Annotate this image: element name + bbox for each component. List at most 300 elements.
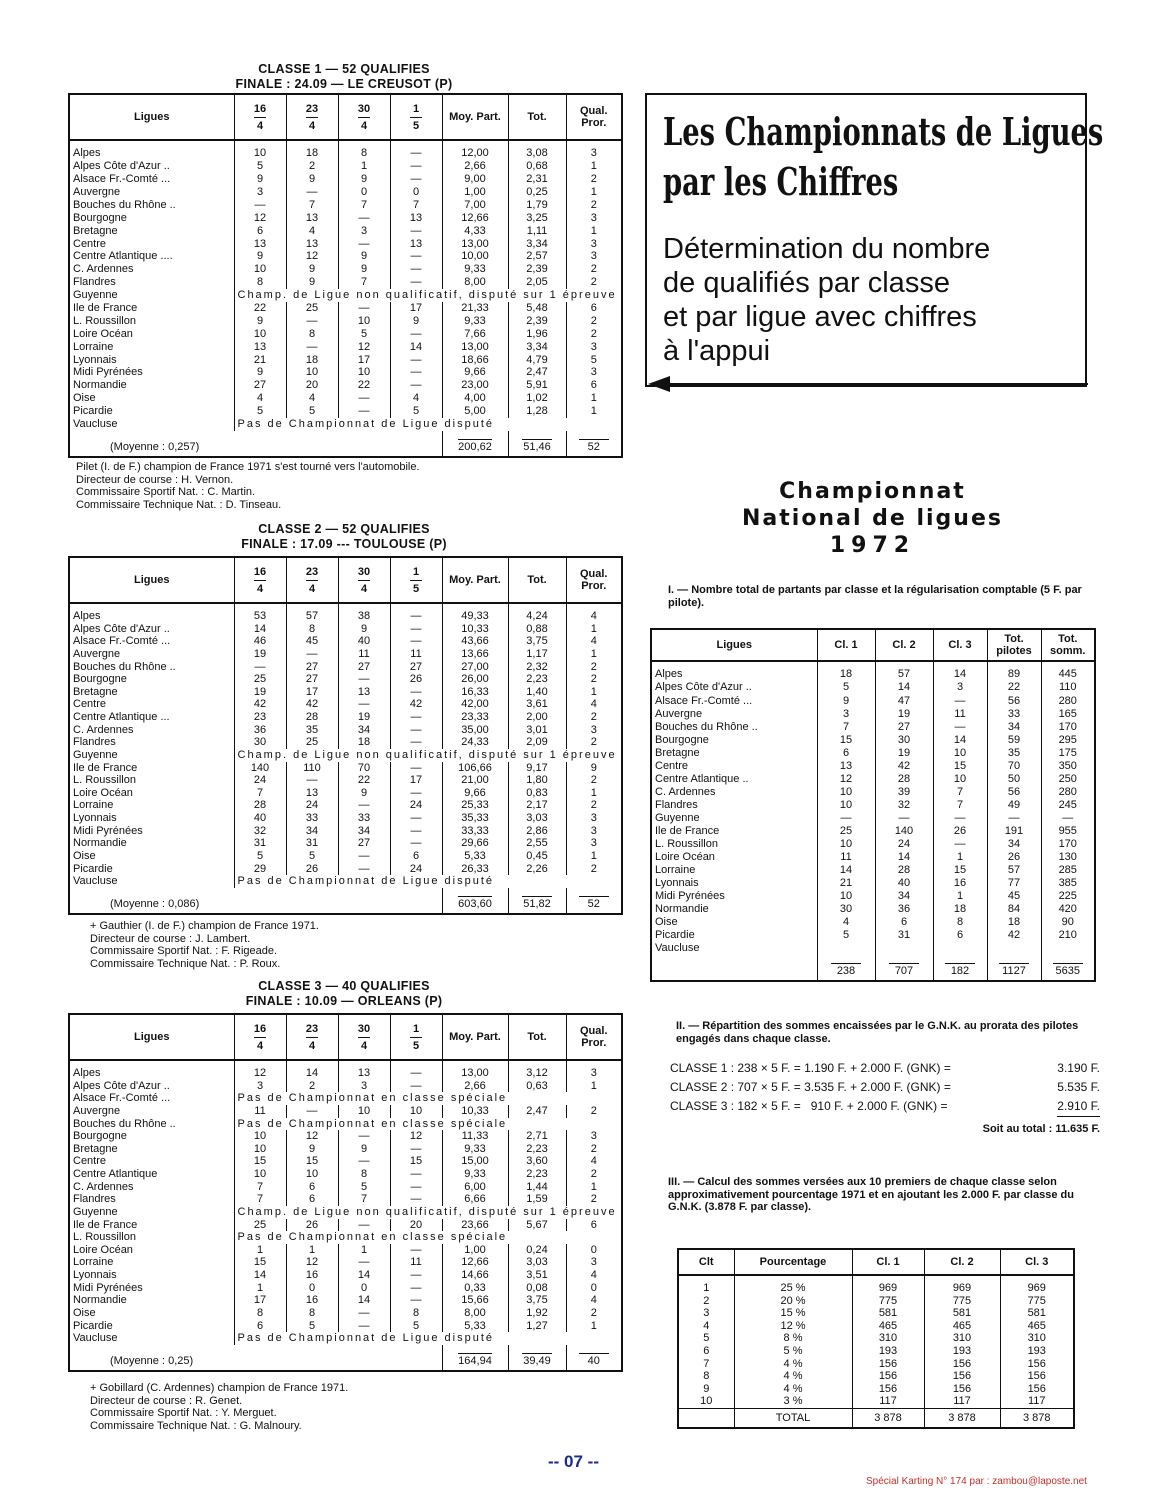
cell-value: 18,66 bbox=[442, 353, 508, 366]
cell-value: 9,17 bbox=[508, 762, 566, 775]
cell-value: 12,66 bbox=[442, 212, 508, 225]
ligue-name: Normandie bbox=[73, 1294, 127, 1307]
cell-value: 1 bbox=[933, 890, 987, 903]
table-row bbox=[678, 1332, 1074, 1345]
cell-value: 35 bbox=[987, 746, 1041, 759]
cell-value: 2,71 bbox=[508, 1130, 566, 1143]
calc-line bbox=[670, 1078, 1100, 1097]
cell-value: 9 bbox=[234, 315, 286, 328]
cell-value: 10,33 bbox=[442, 623, 508, 636]
cell-value: 0 bbox=[338, 1282, 390, 1295]
cell-value: 15 % bbox=[734, 1307, 852, 1320]
classe1-notes bbox=[76, 461, 420, 511]
cell-value: 23,33 bbox=[442, 711, 508, 724]
total-value: 707 bbox=[889, 963, 919, 977]
row-note: Champ. de Ligue non qualificatif, disputé sur 1 épreuve bbox=[234, 289, 622, 302]
ligue-name: Picardie bbox=[73, 1319, 113, 1332]
section1-header: Cl. 3 bbox=[933, 629, 987, 661]
cell-value: 2,00 bbox=[508, 711, 566, 724]
cell-value: 156 bbox=[852, 1370, 924, 1383]
cell-value: 4 bbox=[703, 1319, 710, 1332]
cell-value: 12 bbox=[817, 772, 875, 785]
cell-value: — bbox=[390, 225, 442, 238]
cell-value: 6 bbox=[875, 916, 933, 929]
table-row bbox=[69, 673, 622, 686]
cell-value: 19 bbox=[875, 707, 933, 720]
cell-value: 90 bbox=[1041, 916, 1095, 929]
cell-value: 3 bbox=[566, 140, 622, 160]
footer-tot-value: 51,46 bbox=[523, 441, 551, 453]
cell-value: 43,66 bbox=[442, 635, 508, 648]
table-row bbox=[69, 875, 622, 888]
cell-value: 955 bbox=[1041, 825, 1095, 838]
table-row bbox=[651, 864, 1095, 877]
cell-value: 20 % bbox=[734, 1295, 852, 1308]
cell-value: 7,66 bbox=[442, 328, 508, 341]
header-moy: Moy. Part. bbox=[442, 94, 508, 140]
fraction bbox=[306, 103, 318, 132]
cell-value: 6,66 bbox=[442, 1193, 508, 1206]
cell-value: 10 bbox=[817, 786, 875, 799]
table-row bbox=[651, 877, 1095, 890]
cell-value: 20 bbox=[390, 1219, 442, 1232]
cell-value: 2 bbox=[566, 1168, 622, 1181]
cell-value: — bbox=[338, 237, 390, 250]
calc-line bbox=[670, 1097, 1100, 1117]
cell-value: 45 bbox=[286, 635, 338, 648]
cell-value: 22 bbox=[234, 302, 286, 315]
cell-value: 89 bbox=[987, 661, 1041, 681]
cell-value: 3 bbox=[566, 837, 622, 850]
cell-value: — bbox=[390, 1060, 442, 1080]
cell-value: 445 bbox=[1041, 661, 1095, 681]
cell-value: — bbox=[338, 392, 390, 405]
cell-value: 7 bbox=[234, 787, 286, 800]
classe-table-grid bbox=[68, 1013, 623, 1372]
cell-value: 2 bbox=[566, 1307, 622, 1320]
ligue-name: Bouches du Rhône .. bbox=[73, 198, 176, 211]
total-row bbox=[678, 1408, 1074, 1428]
cell-value: 11 bbox=[234, 1105, 286, 1118]
cell-value: 3 bbox=[566, 341, 622, 354]
cell-value: 4 % bbox=[734, 1358, 852, 1371]
cell-value: 310 bbox=[852, 1332, 924, 1345]
table-row bbox=[651, 890, 1095, 903]
cell-value: 26 bbox=[390, 673, 442, 686]
footer-tot bbox=[508, 431, 566, 457]
cell-value: Flandres bbox=[655, 798, 698, 811]
cell-value: 1 bbox=[566, 225, 622, 238]
row-note: Pas de Championnat de Ligue disputé bbox=[234, 418, 622, 431]
cell-value: 3 bbox=[234, 186, 286, 199]
cell-value: 22 bbox=[338, 379, 390, 392]
cell-value: — bbox=[338, 850, 390, 863]
cell-value: — bbox=[390, 328, 442, 341]
cell-value: 4 bbox=[390, 392, 442, 405]
cell-value: 156 bbox=[852, 1383, 924, 1396]
table-row bbox=[678, 1320, 1074, 1333]
section1-header: Cl. 1 bbox=[817, 629, 875, 661]
calc-value: 5.535 F. bbox=[1057, 1080, 1100, 1094]
cell-value: 7 bbox=[338, 1193, 390, 1206]
cell-value: 7 bbox=[933, 799, 987, 812]
cell-value: 7 bbox=[234, 1193, 286, 1206]
arrow-left-icon bbox=[648, 374, 1090, 394]
table-row bbox=[69, 1118, 622, 1131]
fraction-top: 1 bbox=[412, 565, 420, 578]
cell-value: 1,00 bbox=[442, 1244, 508, 1257]
ligue-name: Guyenne bbox=[73, 748, 118, 761]
cell-value: — bbox=[286, 186, 338, 199]
table-row bbox=[69, 173, 622, 186]
fraction-bottom: 4 bbox=[360, 582, 368, 595]
cell-value: 1,17 bbox=[508, 648, 566, 661]
cell-value: 33 bbox=[286, 812, 338, 825]
cell-value: 40 bbox=[875, 877, 933, 890]
cell-value: 34 bbox=[875, 890, 933, 903]
cell-value: 2,47 bbox=[508, 1105, 566, 1118]
cell-value: 19 bbox=[234, 648, 286, 661]
table-row bbox=[69, 1320, 622, 1333]
cell-value: 15 bbox=[234, 1155, 286, 1168]
cell-value: 10 bbox=[338, 1105, 390, 1118]
cell-value: 969 bbox=[1000, 1275, 1074, 1295]
ligue-name: Alsace Fr.-Comté ... bbox=[73, 173, 171, 186]
table-row bbox=[69, 392, 622, 405]
cell-value: 26 bbox=[933, 825, 987, 838]
header-tot: Tot. bbox=[508, 557, 566, 603]
cell-value: L. Roussillon bbox=[655, 837, 718, 850]
table-row bbox=[69, 850, 622, 863]
cell-value: 24 bbox=[234, 774, 286, 787]
ligue-name: Centre Atlantique ... bbox=[73, 711, 170, 724]
header-fraction bbox=[390, 557, 442, 603]
ligue-name: Picardie bbox=[73, 862, 113, 875]
cell-value: 12 % bbox=[734, 1320, 852, 1333]
cell-value: 2,66 bbox=[442, 1080, 508, 1093]
cell-value: 225 bbox=[1041, 890, 1095, 903]
cell-value: 5 bbox=[234, 850, 286, 863]
footer-tot-value: 51,82 bbox=[523, 898, 551, 910]
table-row bbox=[69, 353, 622, 366]
cell-value: 18 bbox=[286, 140, 338, 160]
table-row bbox=[69, 302, 622, 315]
table-row bbox=[69, 812, 622, 825]
cell-value: 20 bbox=[286, 379, 338, 392]
cell-value: 35 bbox=[286, 724, 338, 737]
section1-header: Cl. 2 bbox=[875, 629, 933, 661]
cell-value: — bbox=[390, 736, 442, 749]
calc-label: CLASSE 3 : 182 × 5 F. = 910 F. + 2.000 F. (GNK) = bbox=[670, 1099, 948, 1113]
note-line: Commissaire Sportif Nat. : Y. Merguet. bbox=[90, 1407, 277, 1419]
cell-value: 16 bbox=[286, 1294, 338, 1307]
cell-value: — bbox=[817, 812, 875, 825]
cell-value: — bbox=[390, 635, 442, 648]
cell-value: 15,66 bbox=[442, 1294, 508, 1307]
cell-value: 5 bbox=[286, 1320, 338, 1333]
row-note: Pas de Championnat en classe spéciale bbox=[234, 1118, 622, 1131]
fraction-top: 23 bbox=[305, 1022, 319, 1035]
cell-value: 2 bbox=[566, 1105, 622, 1118]
cell-value: — bbox=[286, 648, 338, 661]
cell-value: 969 bbox=[852, 1275, 924, 1295]
cell-value: 2 bbox=[703, 1294, 710, 1307]
cell-value: 22 bbox=[338, 774, 390, 787]
cell-value: 2,39 bbox=[508, 315, 566, 328]
cell-value: Bouches du Rhône .. bbox=[655, 720, 758, 733]
moyenne-label: (Moyenne : 0,257) bbox=[110, 441, 200, 453]
cell-value: 3,25 bbox=[508, 212, 566, 225]
cell-value: 7 bbox=[234, 1181, 286, 1194]
cell-value: 21,00 bbox=[442, 774, 508, 787]
cell-value: — bbox=[390, 263, 442, 276]
cell-value: Loire Océan bbox=[655, 850, 715, 863]
cell-value: 7 bbox=[817, 720, 875, 733]
table-row bbox=[69, 250, 622, 263]
cell-value: — bbox=[390, 366, 442, 379]
cell-value: 0,33 bbox=[442, 1282, 508, 1295]
cell-value: 4 bbox=[286, 392, 338, 405]
cell-value: 42 bbox=[286, 698, 338, 711]
cell-value: 9 bbox=[286, 173, 338, 186]
cell-value: Auvergne bbox=[655, 707, 703, 720]
cell-value: 3,51 bbox=[508, 1269, 566, 1282]
cell-value: 26 bbox=[987, 851, 1041, 864]
header-ligues: Ligues bbox=[69, 557, 234, 603]
cell-value: 0,83 bbox=[508, 787, 566, 800]
cell-value: 13 bbox=[234, 237, 286, 250]
ligue-name: Loire Océan bbox=[73, 786, 133, 799]
cell-value: Picardie bbox=[655, 929, 695, 942]
cell-value: 0 bbox=[390, 186, 442, 199]
fraction-top: 23 bbox=[305, 102, 319, 115]
cell-value: 10 bbox=[234, 140, 286, 160]
cell-value: 11 bbox=[817, 851, 875, 864]
fraction bbox=[254, 1023, 266, 1052]
table-row bbox=[69, 1155, 622, 1168]
cell-value: — bbox=[933, 694, 987, 707]
table-row bbox=[651, 681, 1095, 694]
cell-value: 13,66 bbox=[442, 648, 508, 661]
cell-value: 2 bbox=[566, 1143, 622, 1156]
table-row bbox=[69, 1080, 622, 1093]
cell-value: 28 bbox=[234, 799, 286, 812]
cell-value: — bbox=[390, 1168, 442, 1181]
cell-value: 46 bbox=[234, 635, 286, 648]
cell-value: — bbox=[933, 838, 987, 851]
cell-value: 18 bbox=[286, 353, 338, 366]
cell-value: 1,80 bbox=[508, 774, 566, 787]
table-row bbox=[651, 825, 1095, 838]
note-line: + Gobillard (C. Ardennes) champion de France 1971. bbox=[90, 1382, 349, 1394]
cell-value: 9,00 bbox=[442, 173, 508, 186]
cell-value: 35,00 bbox=[442, 724, 508, 737]
cell-value: 10 bbox=[234, 328, 286, 341]
fraction-bottom: 4 bbox=[308, 119, 316, 132]
fraction bbox=[410, 1023, 422, 1052]
cell-value: 4,24 bbox=[508, 603, 566, 623]
cell-value: 6 bbox=[933, 929, 987, 942]
cell-value: 2 bbox=[566, 774, 622, 787]
cell-value: 13,00 bbox=[442, 341, 508, 354]
cell-value: 3,03 bbox=[508, 1256, 566, 1269]
cell-value: 34 bbox=[338, 825, 390, 838]
note-line: + Gauthier (I. de F.) champion de France 1971. bbox=[90, 920, 319, 932]
header-fraction bbox=[234, 557, 286, 603]
table-row bbox=[69, 1060, 622, 1080]
cell-value: 9,66 bbox=[442, 366, 508, 379]
cell-value: 4 bbox=[566, 698, 622, 711]
cell-value: 9,66 bbox=[442, 787, 508, 800]
ligue-name: Oise bbox=[73, 1306, 96, 1319]
cell-value: 2 bbox=[566, 673, 622, 686]
cell-value: 16,33 bbox=[442, 686, 508, 699]
fraction-bar bbox=[358, 1037, 370, 1038]
header-fraction bbox=[390, 1014, 442, 1060]
cell-value: — bbox=[390, 686, 442, 699]
table-row bbox=[69, 379, 622, 392]
cell-value: — bbox=[390, 1193, 442, 1206]
cell-value: 775 bbox=[1000, 1295, 1074, 1308]
cell-value: 24 bbox=[286, 799, 338, 812]
total-cell bbox=[651, 955, 817, 981]
cell-value: 14 bbox=[338, 1294, 390, 1307]
calc-label: CLASSE 1 : 238 × 5 F. = 1.190 F. + 2.000 F. (GNK) = bbox=[670, 1061, 951, 1075]
classe2-title: CLASSE 2 — 52 QUALIFIES FINALE : 17.09 --- TOULOUSE (P) bbox=[241, 522, 447, 551]
cell-value: 1 bbox=[566, 648, 622, 661]
cell-value: 9 bbox=[338, 173, 390, 186]
table-row bbox=[69, 263, 622, 276]
cell-value: 6 bbox=[817, 746, 875, 759]
ligue-name: Bourgogne bbox=[73, 673, 127, 686]
cell-value: 10 bbox=[234, 1168, 286, 1181]
cell-value: 2 bbox=[286, 1080, 338, 1093]
table-row bbox=[69, 160, 622, 173]
table-row bbox=[69, 276, 622, 289]
cell-value: — bbox=[933, 812, 987, 825]
cell-value: 45 bbox=[987, 890, 1041, 903]
cell-value: 36 bbox=[234, 724, 286, 737]
cell-value: 9 bbox=[338, 263, 390, 276]
cell-value: 3,12 bbox=[508, 1060, 566, 1080]
cell-value: — bbox=[338, 1155, 390, 1168]
cell-value: 22 bbox=[987, 681, 1041, 694]
cell-value: 2 bbox=[566, 173, 622, 186]
ligue-name: Bourgogne bbox=[73, 1130, 127, 1143]
cell-value: 9 bbox=[234, 366, 286, 379]
cell-value: 3 bbox=[566, 1256, 622, 1269]
total-cell: 3 878 bbox=[924, 1408, 1000, 1428]
cell-value: — bbox=[390, 173, 442, 186]
classe1-title: CLASSE 1 — 52 QUALIFIES FINALE : 24.09 — LE CREUSOT (P) bbox=[235, 62, 453, 91]
table-row bbox=[651, 694, 1095, 707]
cell-value: 27,00 bbox=[442, 661, 508, 674]
section1-table bbox=[650, 628, 1096, 982]
section1-header: Tot. somm. bbox=[1041, 629, 1095, 661]
cell-value: 130 bbox=[1041, 851, 1095, 864]
cell-value: 7 bbox=[933, 786, 987, 799]
cell-value: 12 bbox=[286, 250, 338, 263]
table-row bbox=[69, 366, 622, 379]
ligue-name: Alpes bbox=[73, 1067, 101, 1080]
row-note: Champ. de Ligue non qualificatif, disputé sur 1 épreuve bbox=[234, 749, 622, 762]
cell-value: 47 bbox=[875, 694, 933, 707]
cell-value: C. Ardennes bbox=[655, 785, 716, 798]
cell-value: 8 % bbox=[734, 1332, 852, 1345]
cell-value: 6 bbox=[566, 302, 622, 315]
cell-value: 26 bbox=[286, 1219, 338, 1232]
cell-value: 14 bbox=[286, 1060, 338, 1080]
cell-value: — bbox=[234, 661, 286, 674]
ligue-name: Centre Atlantique .... bbox=[73, 250, 173, 263]
cell-value: — bbox=[286, 774, 338, 787]
ligue-name: Flandres bbox=[73, 736, 116, 749]
footer-tot bbox=[508, 888, 566, 914]
cell-value: — bbox=[338, 212, 390, 225]
table-row bbox=[69, 1092, 622, 1105]
fraction bbox=[254, 103, 266, 132]
table-row bbox=[678, 1383, 1074, 1396]
ligue-name: Vaucluse bbox=[73, 875, 118, 888]
note-line: Directeur de course : J. Lambert. bbox=[90, 932, 251, 945]
cell-value: 25,33 bbox=[442, 799, 508, 812]
classe3-table bbox=[68, 1013, 623, 1372]
cell-value: 27 bbox=[286, 673, 338, 686]
cell-value: 2,55 bbox=[508, 837, 566, 850]
fraction-top: 16 bbox=[253, 1022, 267, 1035]
cell-value: Normandie bbox=[655, 903, 709, 916]
cell-value: 77 bbox=[987, 877, 1041, 890]
cell-value: — bbox=[338, 302, 390, 315]
cell-value: 8 bbox=[286, 328, 338, 341]
footer-moy bbox=[442, 1345, 508, 1371]
ligue-name: Alsace Fr.-Comté ... bbox=[73, 635, 171, 648]
cell-value: 2,26 bbox=[508, 863, 566, 876]
cell-value: — bbox=[338, 1219, 390, 1232]
cell-value: 26 bbox=[286, 863, 338, 876]
cell-value: 3,03 bbox=[508, 812, 566, 825]
cell-value: 12 bbox=[338, 341, 390, 354]
cell-value: 3 bbox=[566, 724, 622, 737]
cell-value: 24,33 bbox=[442, 736, 508, 749]
cell-value: 3,34 bbox=[508, 341, 566, 354]
cell-value: 40 bbox=[234, 812, 286, 825]
cell-value: 25 bbox=[234, 673, 286, 686]
cell-value: 17 bbox=[390, 774, 442, 787]
cell-value: 2,23 bbox=[508, 1168, 566, 1181]
cell-value: 1,00 bbox=[442, 186, 508, 199]
cell-value: 6 bbox=[566, 1219, 622, 1232]
cell-value: 9,33 bbox=[442, 263, 508, 276]
table-row bbox=[69, 341, 622, 354]
cell-value: 3 bbox=[817, 707, 875, 720]
header-qual: Qual. Pror. bbox=[566, 557, 622, 603]
ligue-name: Guyenne bbox=[73, 289, 118, 302]
cell-value: 9 bbox=[817, 694, 875, 707]
cell-value: 8 bbox=[286, 1307, 338, 1320]
cell-value: 2,09 bbox=[508, 736, 566, 749]
ligue-name: Ile de France bbox=[73, 761, 138, 774]
ligue-name: Alpes Côte d'Azur .. bbox=[73, 160, 170, 173]
fraction bbox=[358, 1023, 370, 1052]
section2-calculation bbox=[670, 1059, 1100, 1139]
cell-value: 23 bbox=[234, 711, 286, 724]
table-row bbox=[69, 711, 622, 724]
cell-value: 7 bbox=[338, 199, 390, 212]
cell-value: 34 bbox=[338, 724, 390, 737]
cell-value: 21,33 bbox=[442, 302, 508, 315]
cell-value: 175 bbox=[1041, 746, 1095, 759]
